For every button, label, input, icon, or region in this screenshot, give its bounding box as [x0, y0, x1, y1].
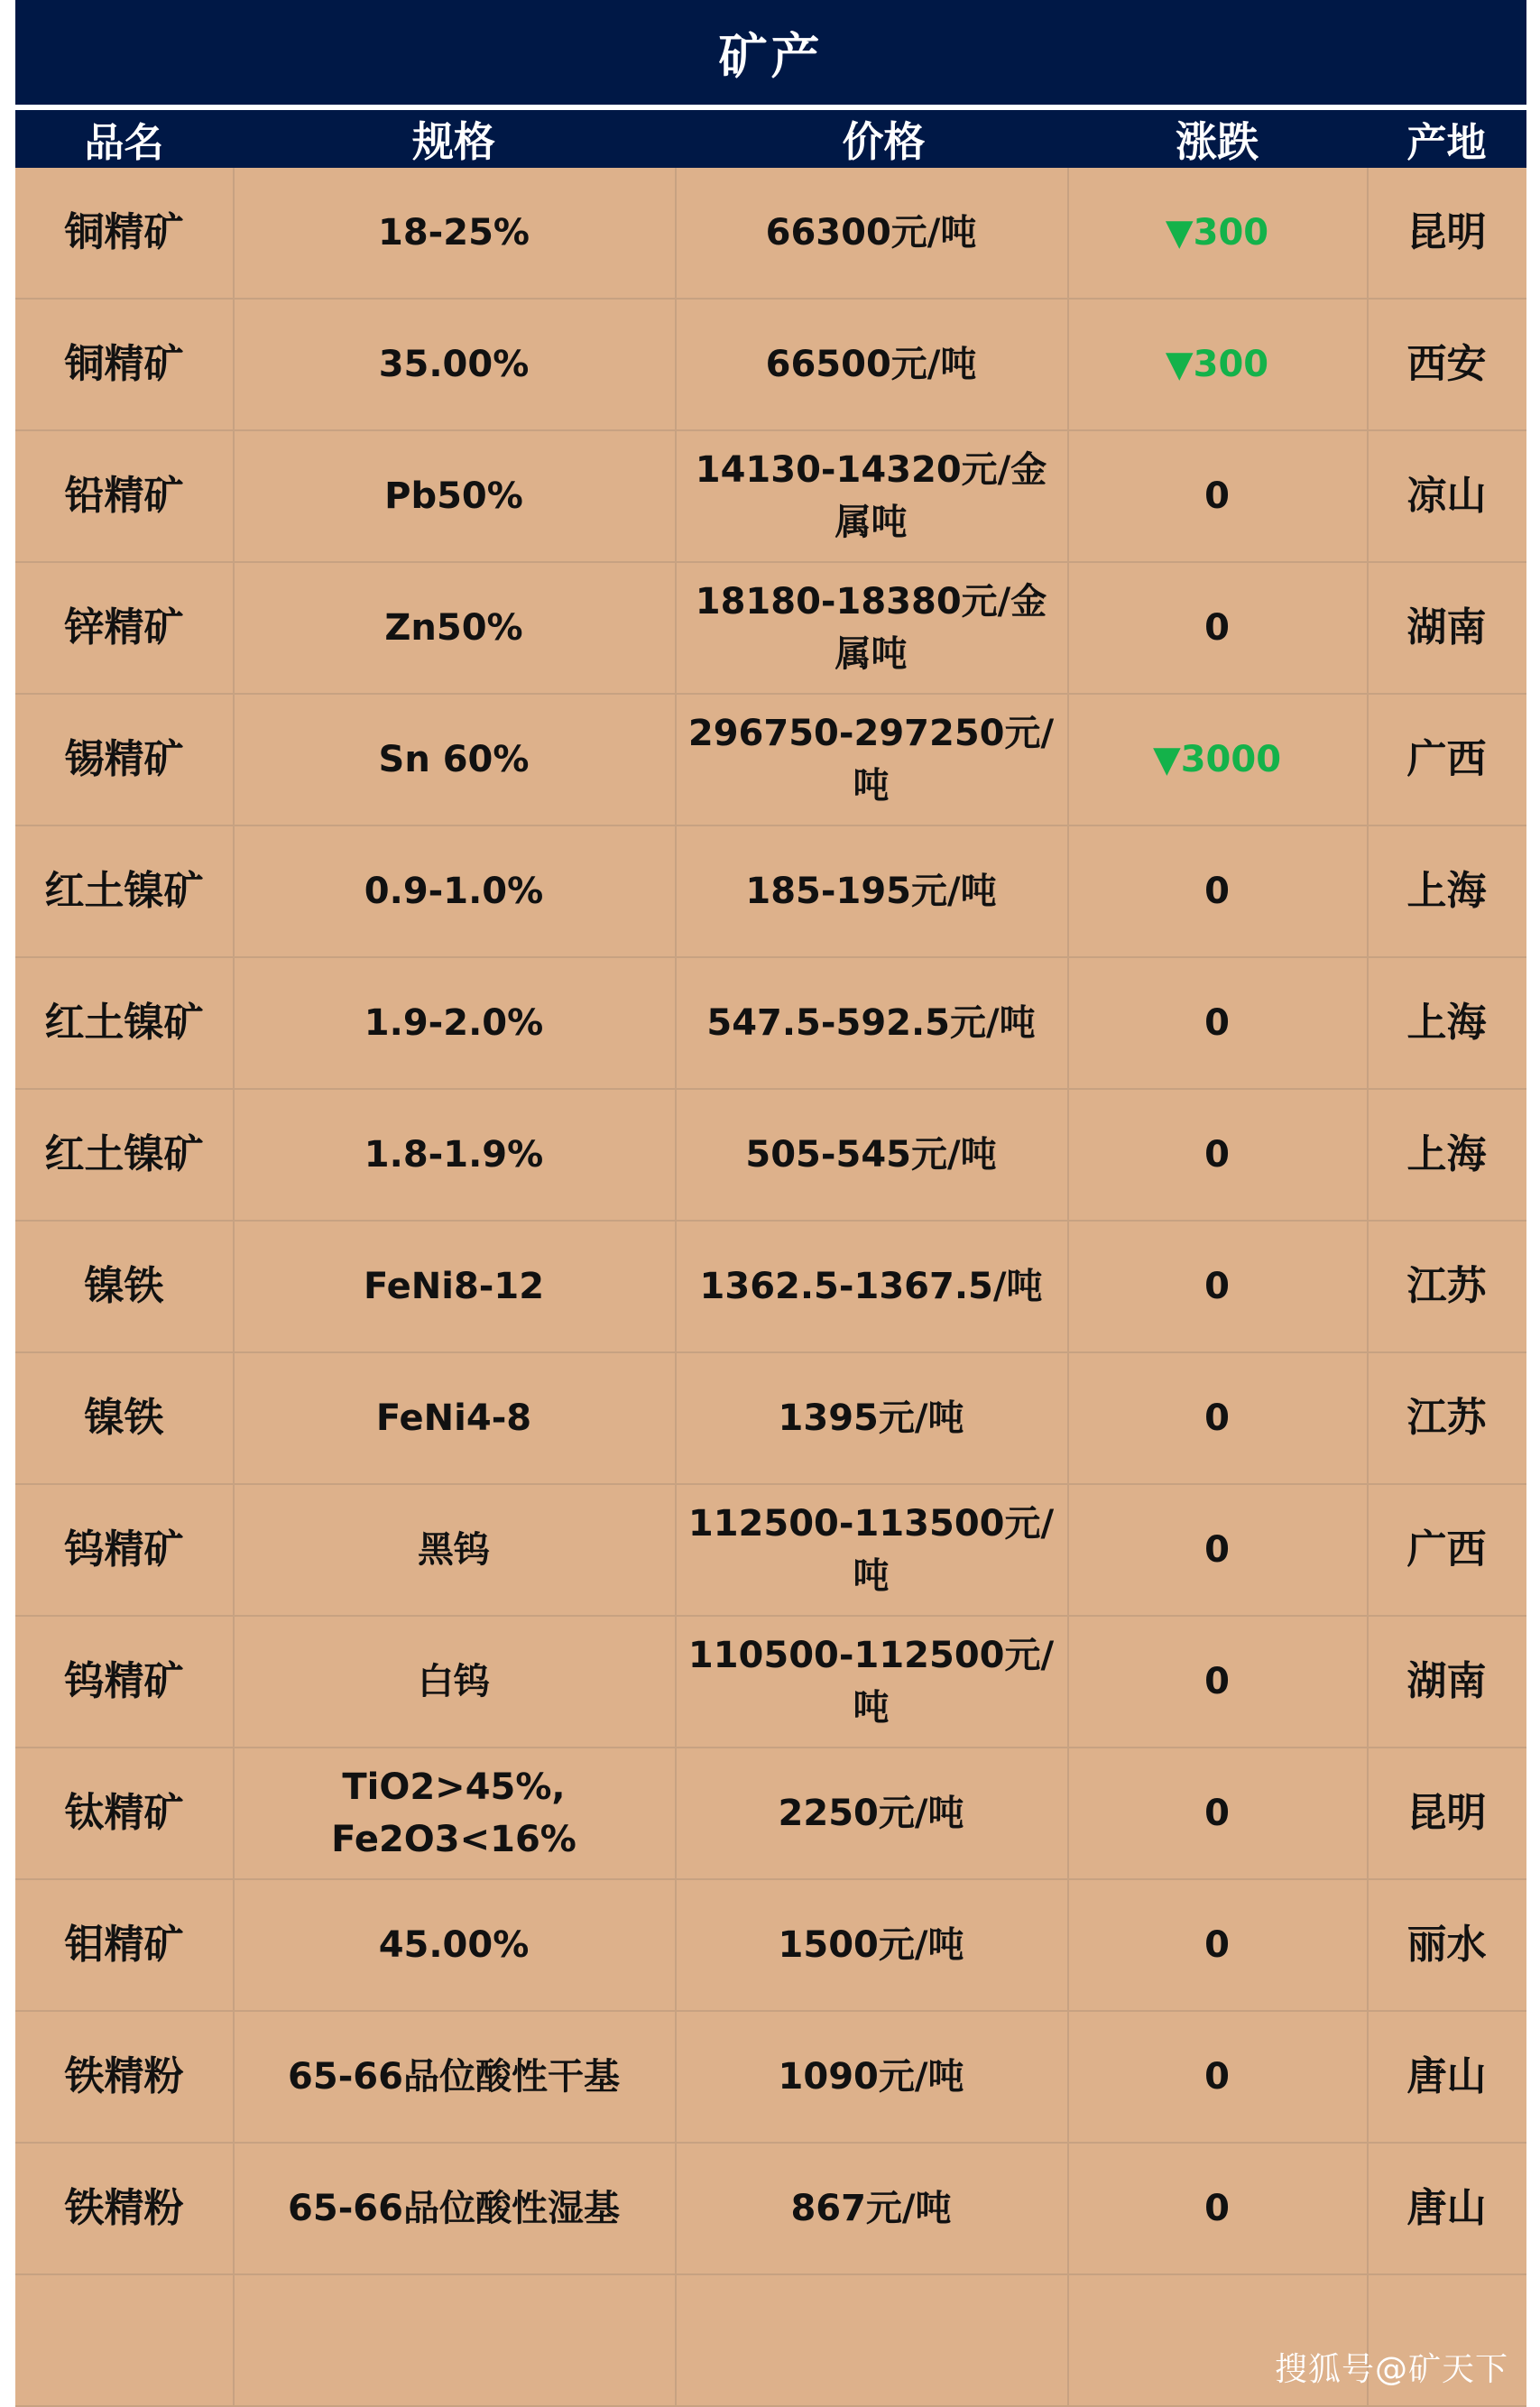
cell-price: 14130-14320元/金属吨 [695, 449, 1047, 543]
cell-price: 66500元/吨 [765, 344, 977, 385]
cell-place: 湖南 [1406, 604, 1487, 650]
watermark: 搜狐号@矿天下 [1274, 2351, 1508, 2388]
cell-place: 湖南 [1406, 1658, 1487, 1704]
cell-change: 0 [1204, 1661, 1230, 1702]
cell-place: 上海 [1406, 1131, 1487, 1177]
table-row [15, 826, 1526, 958]
cell-name: 锌精矿 [64, 604, 184, 650]
cell-price: 1500元/吨 [778, 1924, 964, 1966]
cell-name: 红土镍矿 [44, 868, 204, 914]
cell-change: 0 [1204, 1134, 1230, 1176]
table-row [15, 1485, 1526, 1617]
cell-change: 0 [1204, 1266, 1230, 1307]
cell-name: 铁精粉 [64, 2053, 184, 2099]
table-row [15, 168, 1526, 300]
cell-price: 66300元/吨 [765, 212, 977, 254]
cell-spec: TiO2>45%, Fe2O3<16% [331, 1766, 576, 1860]
cell-name: 红土镍矿 [44, 1131, 204, 1177]
cell-price: 2250元/吨 [778, 1793, 964, 1834]
cell-place: 江苏 [1406, 1263, 1487, 1309]
cell-place: 广西 [1406, 1526, 1487, 1572]
cell-change: 0 [1204, 475, 1230, 517]
cell-change: ▼300 [1165, 344, 1269, 385]
cell-price: 296750-297250元/吨 [687, 713, 1055, 807]
cell-change: 0 [1204, 871, 1230, 912]
cell-spec [233, 2275, 675, 2405]
header-spec: 规格 [412, 117, 495, 166]
cell-price: 867元/吨 [790, 2188, 952, 2229]
header-row [15, 110, 1526, 168]
header-name: 品名 [84, 120, 164, 166]
table-body [15, 168, 1526, 2406]
cell-price: 505-545元/吨 [745, 1134, 997, 1176]
table-row [15, 695, 1526, 826]
column-divider [233, 168, 235, 2406]
cell-name [15, 2275, 233, 2405]
column-divider [675, 168, 677, 2406]
cell-place: 唐山 [1406, 2053, 1487, 2099]
cell-spec: 65-66品位酸性干基 [288, 2056, 620, 2098]
cell-spec: 18-25% [377, 212, 530, 254]
cell-name: 铜精矿 [64, 209, 184, 255]
cell-change: 0 [1204, 607, 1230, 649]
cell-price: 1395元/吨 [778, 1397, 964, 1439]
cell-price: 1362.5-1367.5/吨 [699, 1266, 1043, 1307]
cell-price: 547.5-592.5元/吨 [706, 1002, 1036, 1044]
cell-name: 镍铁 [84, 1263, 164, 1309]
cell-name: 锡精矿 [64, 736, 184, 782]
column-divider [1067, 168, 1069, 2406]
cell-name: 钼精矿 [64, 1922, 184, 1968]
cell-price: 110500-112500元/吨 [687, 1635, 1055, 1729]
cell-spec: Sn 60% [378, 739, 530, 780]
cell-spec: 1.9-2.0% [364, 1002, 544, 1044]
cell-spec: 45.00% [378, 1924, 530, 1966]
cell-place: 江苏 [1406, 1395, 1487, 1441]
cell-change: 0 [1204, 1529, 1230, 1571]
cell-spec: FeNi4-8 [375, 1397, 532, 1439]
table-row [15, 2144, 1526, 2275]
table-row [15, 300, 1526, 431]
cell-change: 0 [1204, 1002, 1230, 1044]
cell-change: 0 [1204, 2056, 1230, 2098]
cell-place: 凉山 [1406, 473, 1487, 519]
cell-place: 西安 [1406, 341, 1487, 387]
table-row [15, 1880, 1526, 2012]
table-row [15, 1222, 1526, 1353]
column-divider [1367, 168, 1369, 2406]
price-table [15, 0, 1526, 2406]
cell-price: 112500-113500元/吨 [687, 1503, 1055, 1597]
cell-price: 185-195元/吨 [745, 871, 997, 912]
cell-place: 丽水 [1406, 1922, 1487, 1968]
cell-change: ▼3000 [1152, 739, 1282, 780]
cell-name: 钛精矿 [64, 1790, 184, 1836]
cell-change: ▼300 [1165, 212, 1269, 254]
cell-spec: FeNi8-12 [363, 1266, 545, 1307]
cell-spec: Pb50% [384, 475, 523, 517]
cell-change: 0 [1204, 1924, 1230, 1966]
table-row [15, 2012, 1526, 2144]
table-row [15, 958, 1526, 1090]
header-place: 产地 [1406, 120, 1487, 166]
cell-place: 广西 [1406, 736, 1487, 782]
table-row [15, 563, 1526, 695]
cell-spec: 白钨 [418, 1661, 490, 1702]
cell-place: 昆明 [1406, 209, 1487, 255]
table-row [15, 431, 1526, 563]
cell-change: 0 [1204, 2188, 1230, 2229]
table-row [15, 1617, 1526, 1748]
cell-spec: 黑钨 [418, 1529, 490, 1571]
cell-price: 18180-18380元/金属吨 [695, 581, 1047, 675]
cell-name: 铅精矿 [64, 473, 184, 519]
cell-change: 0 [1204, 1793, 1230, 1834]
cell-name: 钨精矿 [64, 1658, 184, 1704]
cell-spec: 0.9-1.0% [364, 871, 544, 912]
header-change: 涨跌 [1176, 117, 1259, 166]
cell-place: 昆明 [1406, 1790, 1487, 1836]
cell-spec: Zn50% [384, 607, 523, 649]
cell-name: 铜精矿 [64, 341, 184, 387]
table-row [15, 1353, 1526, 1485]
cell-name: 镍铁 [84, 1395, 164, 1441]
cell-name: 红土镍矿 [44, 1000, 204, 1046]
cell-name: 铁精粉 [64, 2185, 184, 2231]
cell-place: 唐山 [1406, 2185, 1487, 2231]
cell-spec: 35.00% [378, 344, 530, 385]
table-title: 矿产 [15, 0, 1526, 105]
cell-name: 钨精矿 [64, 1526, 184, 1572]
cell-spec: 1.8-1.9% [364, 1134, 544, 1176]
table-row [15, 1090, 1526, 1222]
cell-place: 上海 [1406, 1000, 1487, 1046]
cell-spec: 65-66品位酸性湿基 [288, 2188, 620, 2229]
header-price: 价格 [842, 117, 926, 166]
table-row [15, 1748, 1526, 1880]
cell-price [675, 2275, 1067, 2405]
cell-change: 0 [1204, 1397, 1230, 1439]
cell-price: 1090元/吨 [778, 2056, 964, 2098]
cell-place: 上海 [1406, 868, 1487, 914]
